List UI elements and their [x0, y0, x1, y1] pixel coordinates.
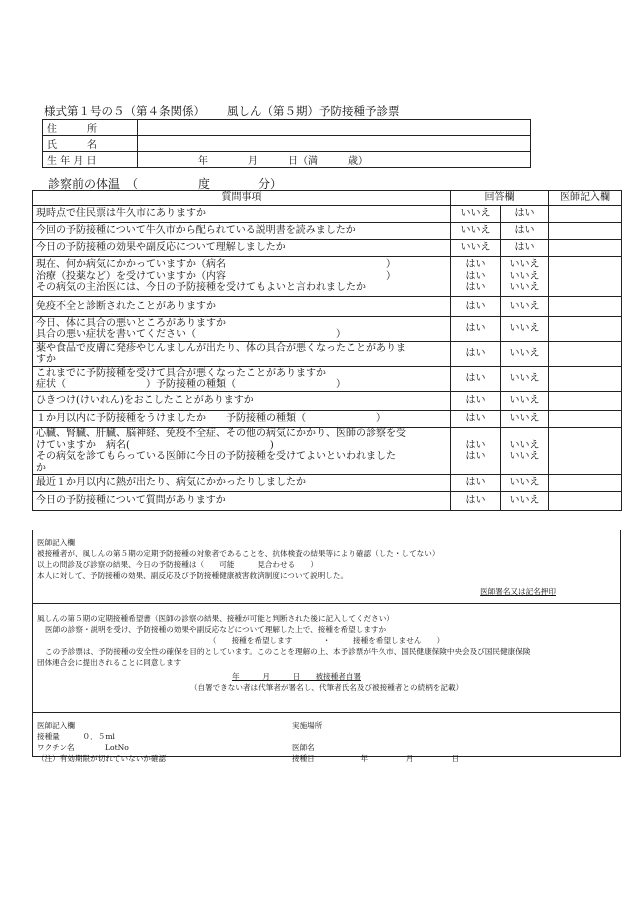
answer-option[interactable]: いいえ [460, 242, 491, 254]
answer-option[interactable]: いいえ [509, 259, 540, 271]
address-field[interactable] [138, 120, 531, 136]
dose-label: 接種量 ０．５ml [37, 732, 115, 741]
answer-cell [501, 342, 549, 367]
question-text [33, 257, 451, 297]
answer-cell [501, 367, 549, 392]
answer-cell [451, 240, 501, 257]
question-row [33, 367, 622, 392]
answer-option[interactable]: いいえ [460, 225, 491, 237]
answer-option[interactable]: はい [514, 208, 535, 220]
answer-option[interactable]: はい [465, 373, 486, 385]
answer-cell [451, 475, 501, 492]
consent-choice[interactable]: （ 接種を希望します ・ 接種を希望しません ） [208, 636, 445, 645]
question-line: ひきつけ(けいれん)をおこしたことがありますか [36, 395, 254, 407]
vaccine-lot-label[interactable]: ワクチン名 LotNo [37, 743, 129, 752]
answer-cell [501, 392, 549, 411]
question-text [33, 392, 451, 411]
doctor-note-cell[interactable] [549, 257, 622, 297]
answer-cell [451, 492, 501, 511]
question-line: その病気の主治医には、今日の予防接種を受けてもよいと言われましたか [36, 282, 366, 294]
proxy-note: （自署できない者は代筆者が署名し、代筆者氏名及び被接種者との続柄を記載） [189, 683, 464, 692]
answer-option[interactable]: はい [465, 451, 486, 462]
doctor-record-section [32, 530, 621, 604]
answer-option[interactable]: はい [465, 477, 486, 489]
question-line: すか [36, 354, 56, 365]
answer-option[interactable]: いいえ [509, 495, 540, 507]
doctor-signature[interactable]: 医師署名又は記名押印 [480, 587, 556, 596]
record-heading: 医師記入欄 [37, 721, 75, 730]
answer-option[interactable]: いいえ [509, 373, 540, 385]
dob-field[interactable] [138, 152, 531, 168]
question-line: 治療（投薬など）を受けていますか（内容 ） [36, 270, 396, 282]
answer-cell [451, 317, 501, 342]
answer-option[interactable]: いいえ [509, 451, 540, 462]
name-field[interactable] [138, 136, 531, 152]
answer-cell [451, 392, 501, 411]
explanation-text: 本人に対して、予防接種の効果、副反応及び予防接種健康被害救済制度について説明した。 [37, 571, 349, 580]
answer-option[interactable]: はい [514, 242, 535, 254]
doctor-note-cell[interactable] [549, 317, 622, 342]
answer-cell [451, 428, 501, 475]
doctor-note-cell[interactable] [549, 475, 622, 492]
answer-option[interactable]: はい [465, 259, 486, 271]
doctor-section-heading: 医師記入欄 [37, 538, 75, 547]
doctor-column-header: 医師記入欄 [549, 191, 622, 206]
question-row [33, 342, 622, 367]
doctor-note-cell[interactable] [549, 367, 622, 392]
doctor-note-cell[interactable] [549, 428, 622, 475]
question-row [33, 257, 622, 297]
answer-cell [501, 223, 549, 240]
question-line: 症状（ ）予防接種の種類（ ） [36, 379, 346, 390]
venue-label[interactable]: 実施場所 [292, 721, 323, 730]
doctor-note-cell[interactable] [549, 223, 622, 240]
question-row [33, 428, 622, 475]
answer-option[interactable]: いいえ [509, 395, 540, 407]
answer-option[interactable]: いいえ [509, 270, 540, 282]
answer-column-header: 回答欄 [451, 191, 549, 206]
answer-option[interactable]: はい [465, 439, 486, 451]
question-text [33, 206, 451, 223]
answer-cell [501, 428, 549, 475]
vaccination-record-section [32, 713, 621, 763]
question-text [33, 297, 451, 317]
consent-heading: 風しんの第５期の定期接種希望書（医師の診察の結果、接種が可能と判断された後に記入してください） [37, 614, 394, 623]
questionnaire-table [32, 190, 622, 511]
answer-option[interactable]: はい [465, 282, 486, 294]
question-row [33, 317, 622, 342]
temperature-line[interactable]: 診察前の体温 （ 度 分） [48, 177, 283, 191]
question-line: 今日の予防接種の効果や副反応について理解しましたか [36, 242, 286, 254]
answer-option[interactable]: いいえ [509, 300, 540, 312]
answer-cell [451, 297, 501, 317]
question-row [33, 223, 622, 240]
personal-info-table [42, 119, 531, 168]
question-line: 現時点で住民票は牛久市にありますか [36, 208, 206, 220]
answer-cell [501, 240, 549, 257]
question-line: 今回の予防接種について牛久市から配られている説明書を読みましたか [36, 225, 356, 237]
consent-purpose: この予診票は、予防接種の安全性の確保を目的としています。このことを理解の上、本予診票が牛久市、国民健康保険中央会及び国民健康保険 [45, 647, 531, 656]
question-text [33, 367, 451, 392]
answer-option[interactable]: はい [465, 300, 486, 312]
page-title: 風しん（第５期）予防接種予診票 [227, 104, 400, 118]
answer-option[interactable]: いいえ [509, 413, 540, 425]
answer-option[interactable]: はい [465, 348, 486, 360]
answer-cell [501, 411, 549, 428]
question-line: その病気を診てもらっている医師に今日の予防接種を受けてよいといわれました [36, 451, 396, 462]
question-row [33, 492, 622, 511]
answer-cell [501, 317, 549, 342]
doctor-note-cell[interactable] [549, 392, 622, 411]
answer-option[interactable]: いいえ [509, 323, 540, 335]
doctor-name-label[interactable]: 医師名 [292, 743, 315, 752]
answer-option[interactable]: はい [465, 270, 486, 282]
answer-cell [451, 411, 501, 428]
answer-option[interactable]: いいえ [509, 477, 540, 489]
question-text [33, 240, 451, 257]
answer-cell [451, 223, 501, 240]
question-row [33, 475, 622, 492]
consent-agreement: 団体連合会に提出されることに同意します [37, 658, 182, 667]
answer-option[interactable]: いいえ [460, 208, 491, 220]
answer-option[interactable]: はい [514, 225, 535, 237]
question-line: これまでに予防接種を受けて具合が悪くなったことがありますか [36, 367, 326, 379]
doctor-note-cell[interactable] [549, 240, 622, 257]
answer-option[interactable]: いいえ [509, 348, 540, 360]
consent-signature-line[interactable]: 年 月 日 被接種者自署 [231, 672, 362, 681]
vaccination-decision-text[interactable]: 以上の問診及び診察の結果、今日の予防接種は（ 可能 見合わせる ） [37, 560, 318, 569]
answer-option[interactable]: はい [465, 413, 486, 425]
answer-cell [451, 342, 501, 367]
antibody-confirm-text[interactable]: 被接種者が、風しんの第５期の定期予防接種の対象者であることを、抗体検査の結果等により確認（した・してない） [37, 549, 440, 558]
form-number: 様式第１号の５（第４条関係） [44, 104, 205, 118]
dob-label: 生 年 月 日 [43, 152, 138, 168]
question-line: 今日の予防接種について質問がありますか [36, 495, 226, 507]
question-text [33, 317, 451, 342]
consent-section [32, 604, 621, 713]
answer-cell [451, 367, 501, 392]
question-line: か [36, 462, 46, 474]
question-line: １か月以内に予防接種をうけましたか 予防接種の種類（ ） [36, 413, 386, 425]
answer-cell [451, 257, 501, 297]
answer-cell [451, 206, 501, 223]
answer-cell [501, 475, 549, 492]
question-row [33, 392, 622, 411]
doctor-note-cell[interactable] [549, 342, 622, 367]
name-label: 氏 名 [43, 136, 138, 152]
answer-cell [501, 297, 549, 317]
form-title-line [44, 103, 400, 119]
consent-question: 医師の診察・説明を受け、予防接種の効果や副反応などについて理解した上で、接種を希望しますか [45, 625, 387, 634]
question-text [33, 475, 451, 492]
dob-value: 年 月 日（満 歳） [198, 156, 368, 167]
question-row [33, 411, 622, 428]
answer-option[interactable]: いいえ [509, 282, 540, 294]
question-line: 薬や食品で皮膚に発疹やじんましんが出たり、体の具合が悪くなったことがありま [36, 342, 406, 354]
answer-option[interactable]: はい [465, 395, 486, 407]
answer-cell [501, 492, 549, 511]
answer-cell [501, 206, 549, 223]
doctor-note-cell[interactable] [549, 206, 622, 223]
answer-option[interactable]: はい [465, 495, 486, 507]
question-text [33, 492, 451, 511]
question-text [33, 428, 451, 475]
doctor-note-cell[interactable] [549, 297, 622, 317]
question-line: 具合の悪い症状を書いてください（ ） [36, 329, 346, 340]
answer-cell [501, 257, 549, 297]
question-row [33, 206, 622, 223]
question-line: 免疫不全と診断されたことがありますか [36, 300, 216, 312]
answer-option[interactable]: いいえ [509, 439, 540, 451]
question-text [33, 342, 451, 367]
question-line: 現在、何か病気にかかっていますか（病名 ） [36, 259, 396, 271]
question-line: けていますか 病名( ) [36, 439, 274, 451]
question-row [33, 240, 622, 257]
doctor-note-cell[interactable] [549, 492, 622, 511]
question-line: 最近１か月以内に熱が出たり、病気にかかったりしましたか [36, 477, 306, 489]
question-line: 今日、体に具合の悪いところがありますか [36, 317, 226, 329]
question-row [33, 297, 622, 317]
question-text [33, 223, 451, 240]
address-label: 住 所 [43, 120, 138, 136]
expiry-note: （注）有効期限が切れていないか確認 [37, 754, 167, 763]
answer-option[interactable]: はい [465, 323, 486, 335]
question-line: 心臓、腎臓、肝臓、脳神経、免疫不全症、その他の病気にかかり、医師の診察を受 [36, 428, 406, 439]
doctor-note-cell[interactable] [549, 411, 622, 428]
question-text [33, 411, 451, 428]
vaccination-date[interactable]: 接種日 年 月 日 [292, 754, 460, 763]
question-column-header: 質問事項 [33, 191, 451, 206]
